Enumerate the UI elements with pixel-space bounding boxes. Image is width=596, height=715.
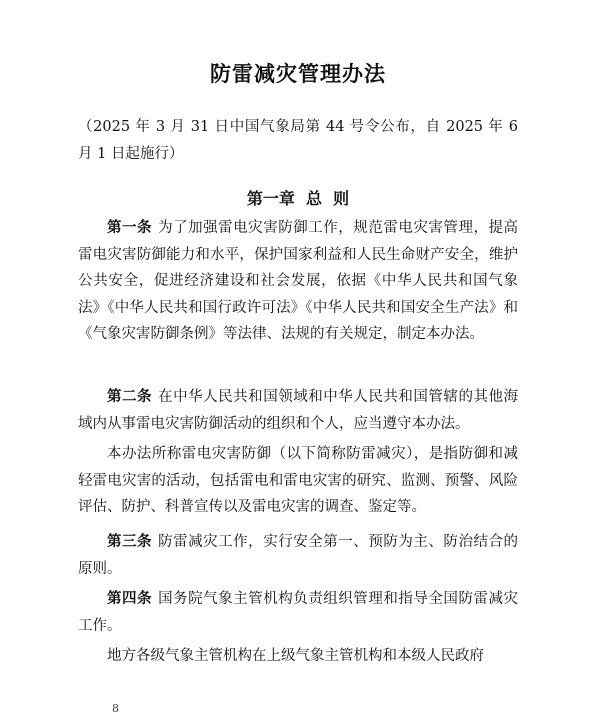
article-3-paragraph bbox=[78, 529, 518, 582]
article-text: 为了加强雷电灾害防御工作，规范雷电灾害管理，提高雷电灾害防御能力和水平，保护国家利益和人民生命财产安全，维护公共安全，促进经济建设和社会发展，依据《中华人民共和国气象法》《中华人民共和国行政许可法》《中华人民共和国安全生产法》和《气象灾害防御条例》等法律、法规的有关规定，制定本办法。 bbox=[78, 220, 519, 343]
article-text: 防雷减灾工作，实行安全第一、预防为主、防治结合的原则。 bbox=[78, 534, 519, 577]
article-4-paragraph bbox=[78, 586, 518, 639]
article-2-paragraph bbox=[78, 384, 518, 437]
article-number: 第二条 bbox=[107, 388, 153, 405]
article-text: 在中华人民共和国领域和中华人民共和国管辖的其他海域内从事雷电灾害防御活动的组织和个人，应当遵守本办法。 bbox=[78, 389, 519, 432]
document-title: 防雷减灾管理办法 bbox=[210, 61, 386, 86]
chapter-heading: 第一章 总 则 bbox=[246, 189, 350, 208]
article-4-continuation-paragraph bbox=[78, 643, 518, 670]
article-1-paragraph bbox=[78, 215, 518, 348]
article-2-continuation-paragraph bbox=[78, 441, 518, 521]
page-number: 8 bbox=[112, 702, 119, 715]
article-number: 第一条 bbox=[107, 219, 153, 236]
promulgation-note: （2025 年 3 月 31 日中国气象局第 44 号令公布，自 2025 年 6 月 1 日起施行） bbox=[78, 119, 518, 162]
article-number: 第四条 bbox=[107, 590, 153, 607]
article-text: 本办法所称雷电灾害防御（以下简称防雷减灾），是指防御和减轻雷电灾害的活动，包括雷电和雷电灾害的研究、监测、预警、风险评估、防护、科普宣传以及雷电灾害的调查、鉴定等。 bbox=[78, 446, 518, 516]
article-text: 国务院气象主管机构负责组织管理和指导全国防雷减灾工作。 bbox=[78, 591, 519, 634]
article-text: 地方各级气象主管机构在上级气象主管机构和本级人民政府 bbox=[107, 648, 484, 664]
article-number: 第三条 bbox=[107, 533, 153, 550]
